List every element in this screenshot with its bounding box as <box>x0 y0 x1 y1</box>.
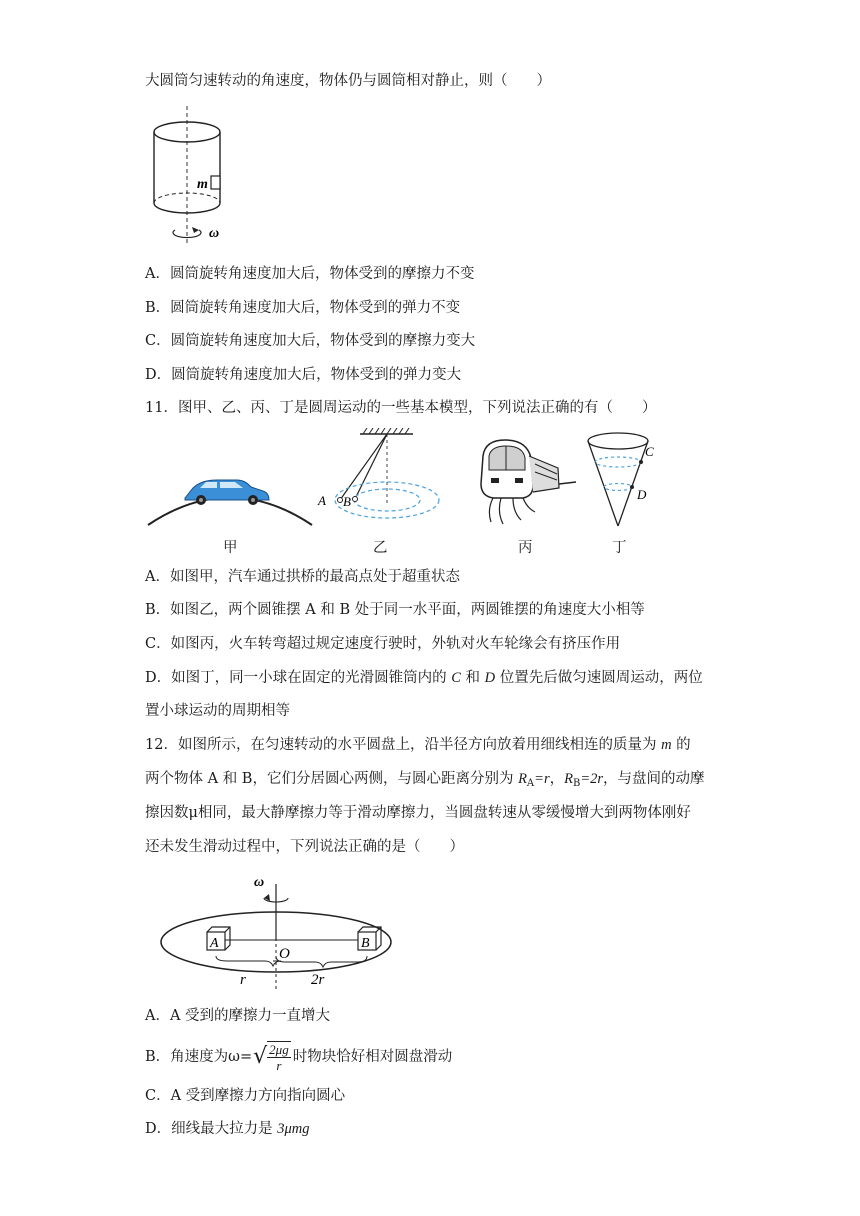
q12-option-a: A．A 受到的摩擦力一直增大 <box>145 1008 331 1024</box>
block-b-label: B <box>361 936 370 951</box>
q11-option-b: B．如图乙，两个圆锥摆 A 和 B 处于同一水平面，两圆锥摆的角速度大小相等 <box>145 602 645 618</box>
cone-d-label: D <box>637 487 647 502</box>
block-b <box>358 927 381 951</box>
pendulum-b-label: B <box>343 494 351 509</box>
car-bridge-figure <box>145 470 315 530</box>
q10-option-d: D．圆筒旋转角速度加大后，物体受到的弹力变大 <box>145 367 462 383</box>
caption-ding: 丁 <box>612 540 627 556</box>
cone-figure <box>583 430 663 530</box>
q12-stem-line1: 12．如图所示，在匀速转动的水平圆盘上，沿半径方向放着用细线相连的质量为 m 的 <box>145 737 691 753</box>
center-o-label: O <box>279 946 290 962</box>
q12-stem-line4: 还未发生滑动过程中，下列说法正确的是（ ） <box>145 839 464 855</box>
q11-option-c: C．如图丙，火车转弯超过规定速度行驶时，外轨对火车轮缘会有挤压作用 <box>145 636 621 652</box>
turntable-omega-label: ω <box>254 875 265 890</box>
conical-pendulum-figure <box>315 428 455 528</box>
q11-option-a: A．如图甲，汽车通过拱桥的最高点处于超重状态 <box>145 569 460 585</box>
q10-option-c: C．圆筒旋转角速度加大后，物体受到的摩擦力变大 <box>145 333 476 349</box>
block-a <box>207 927 230 951</box>
q12-stem-line3: 擦因数μ相同，最大静摩擦力等于滑动摩擦力，当圆盘转速从零缓慢增大到两物体刚好 <box>145 805 691 821</box>
q12-option-d: D．细线最大拉力是 3μmg <box>145 1121 310 1137</box>
cone-c-label: C <box>645 444 654 459</box>
omega-label: ω <box>209 226 220 241</box>
q10-option-b: B．圆筒旋转角速度加大后，物体受到的弹力不变 <box>145 300 461 316</box>
block-a-label: A <box>210 936 219 951</box>
q12-option-c: C．A 受到摩擦力方向指向圆心 <box>145 1088 346 1104</box>
q11-option-d: D．如图丁，同一小球在固定的光滑圆锥筒内的 C 和 D 位置先后做匀速圆周运动，两位 <box>145 670 703 686</box>
q10-stem-tail: 大圆筒匀速转动的角速度，物体仍与圆筒相对静止，则（ ） <box>145 73 551 89</box>
q10-option-a: A．圆筒旋转角速度加大后，物体受到的摩擦力不变 <box>145 266 475 282</box>
q12-option-b: B．角速度为ω=√ $\frac{2\mu g}{r}$ 时物块恰好相对圆盘滑动 <box>145 1042 453 1073</box>
pendulum-a-label: A <box>318 493 326 508</box>
caption-jia: 甲 <box>223 540 238 556</box>
q12-stem-line2: 两个物体 A 和 B，它们分居圆心两侧，与圆心距离分别为 $R_A=r$，$R_B=2r$，与盘间的动摩 <box>145 771 705 789</box>
sqrt-sign: √ <box>253 1044 268 1069</box>
sqrt-fraction: $\frac{2\mu g}{r}$ <box>269 1042 289 1073</box>
caption-yi: 乙 <box>373 540 388 556</box>
caption-bing: 丙 <box>518 540 533 556</box>
radius-r-label: r <box>240 972 246 988</box>
q11-option-d-cont: 置小球运动的周期相等 <box>145 703 290 719</box>
mass-label: m <box>197 177 208 192</box>
train-figure <box>473 436 578 526</box>
cylinder-figure <box>145 103 240 248</box>
radius-2r-label: 2r <box>311 972 325 988</box>
turntable-figure <box>155 870 400 995</box>
q11-stem: 11．图甲、乙、丙、丁是圆周运动的一些基本模型，下列说法正确的有（ ） <box>145 400 657 416</box>
